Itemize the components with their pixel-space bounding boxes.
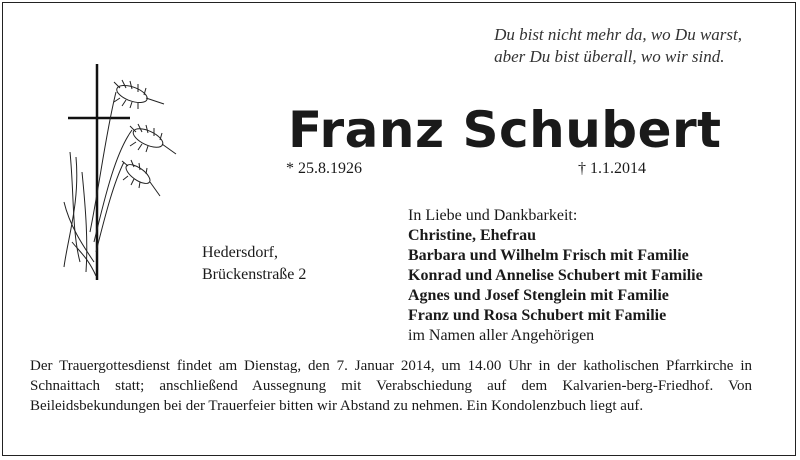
mourners-outro: im Namen aller Angehörigen xyxy=(408,327,595,344)
birth-date: * 25.8.1926 xyxy=(286,160,362,177)
mourner-name: Christine, Ehefrau xyxy=(408,227,536,244)
cross-with-wheat-icon xyxy=(50,62,180,282)
quote-line-1: Du bist nicht mehr da, wo Du warst, xyxy=(494,25,742,44)
death-date: † 1.1.2014 xyxy=(578,160,646,177)
mourners-intro: In Liebe und Dankbarkeit: xyxy=(408,207,578,224)
deceased-name: Franz Schubert xyxy=(288,101,722,159)
address-line-2: Brückenstraße 2 xyxy=(202,266,307,283)
quote-line-2: aber Du bist überall, wo wir sind. xyxy=(494,47,725,66)
mourner-name: Konrad und Annelise Schubert mit Familie xyxy=(408,267,703,284)
mourner-name: Franz und Rosa Schubert mit Familie xyxy=(408,307,667,324)
funeral-service-text: Der Trauergottesdienst findet am Dienstag, den 7. Januar 2014, um 14.00 Uhr in der katholischen Pfarrkirche in Schnaittach statt; anschließend Aussegnung mit Verabschiedung auf dem Kalvarien-berg-Friedhof. Von Beileidsbekundungen bei der Trauerfeier bitten wir Abstand zu nehmen. Ein Kondolenzbuch liegt auf. xyxy=(30,358,752,414)
address-block xyxy=(202,242,306,286)
mourner-name: Barbara und Wilhelm Frisch mit Familie xyxy=(408,247,689,264)
memorial-quote xyxy=(494,24,742,68)
mourner-name: Agnes und Josef Stenglein mit Familie xyxy=(408,287,669,304)
address-line-1: Hedersdorf, xyxy=(202,244,278,261)
mourners-list xyxy=(408,206,703,346)
